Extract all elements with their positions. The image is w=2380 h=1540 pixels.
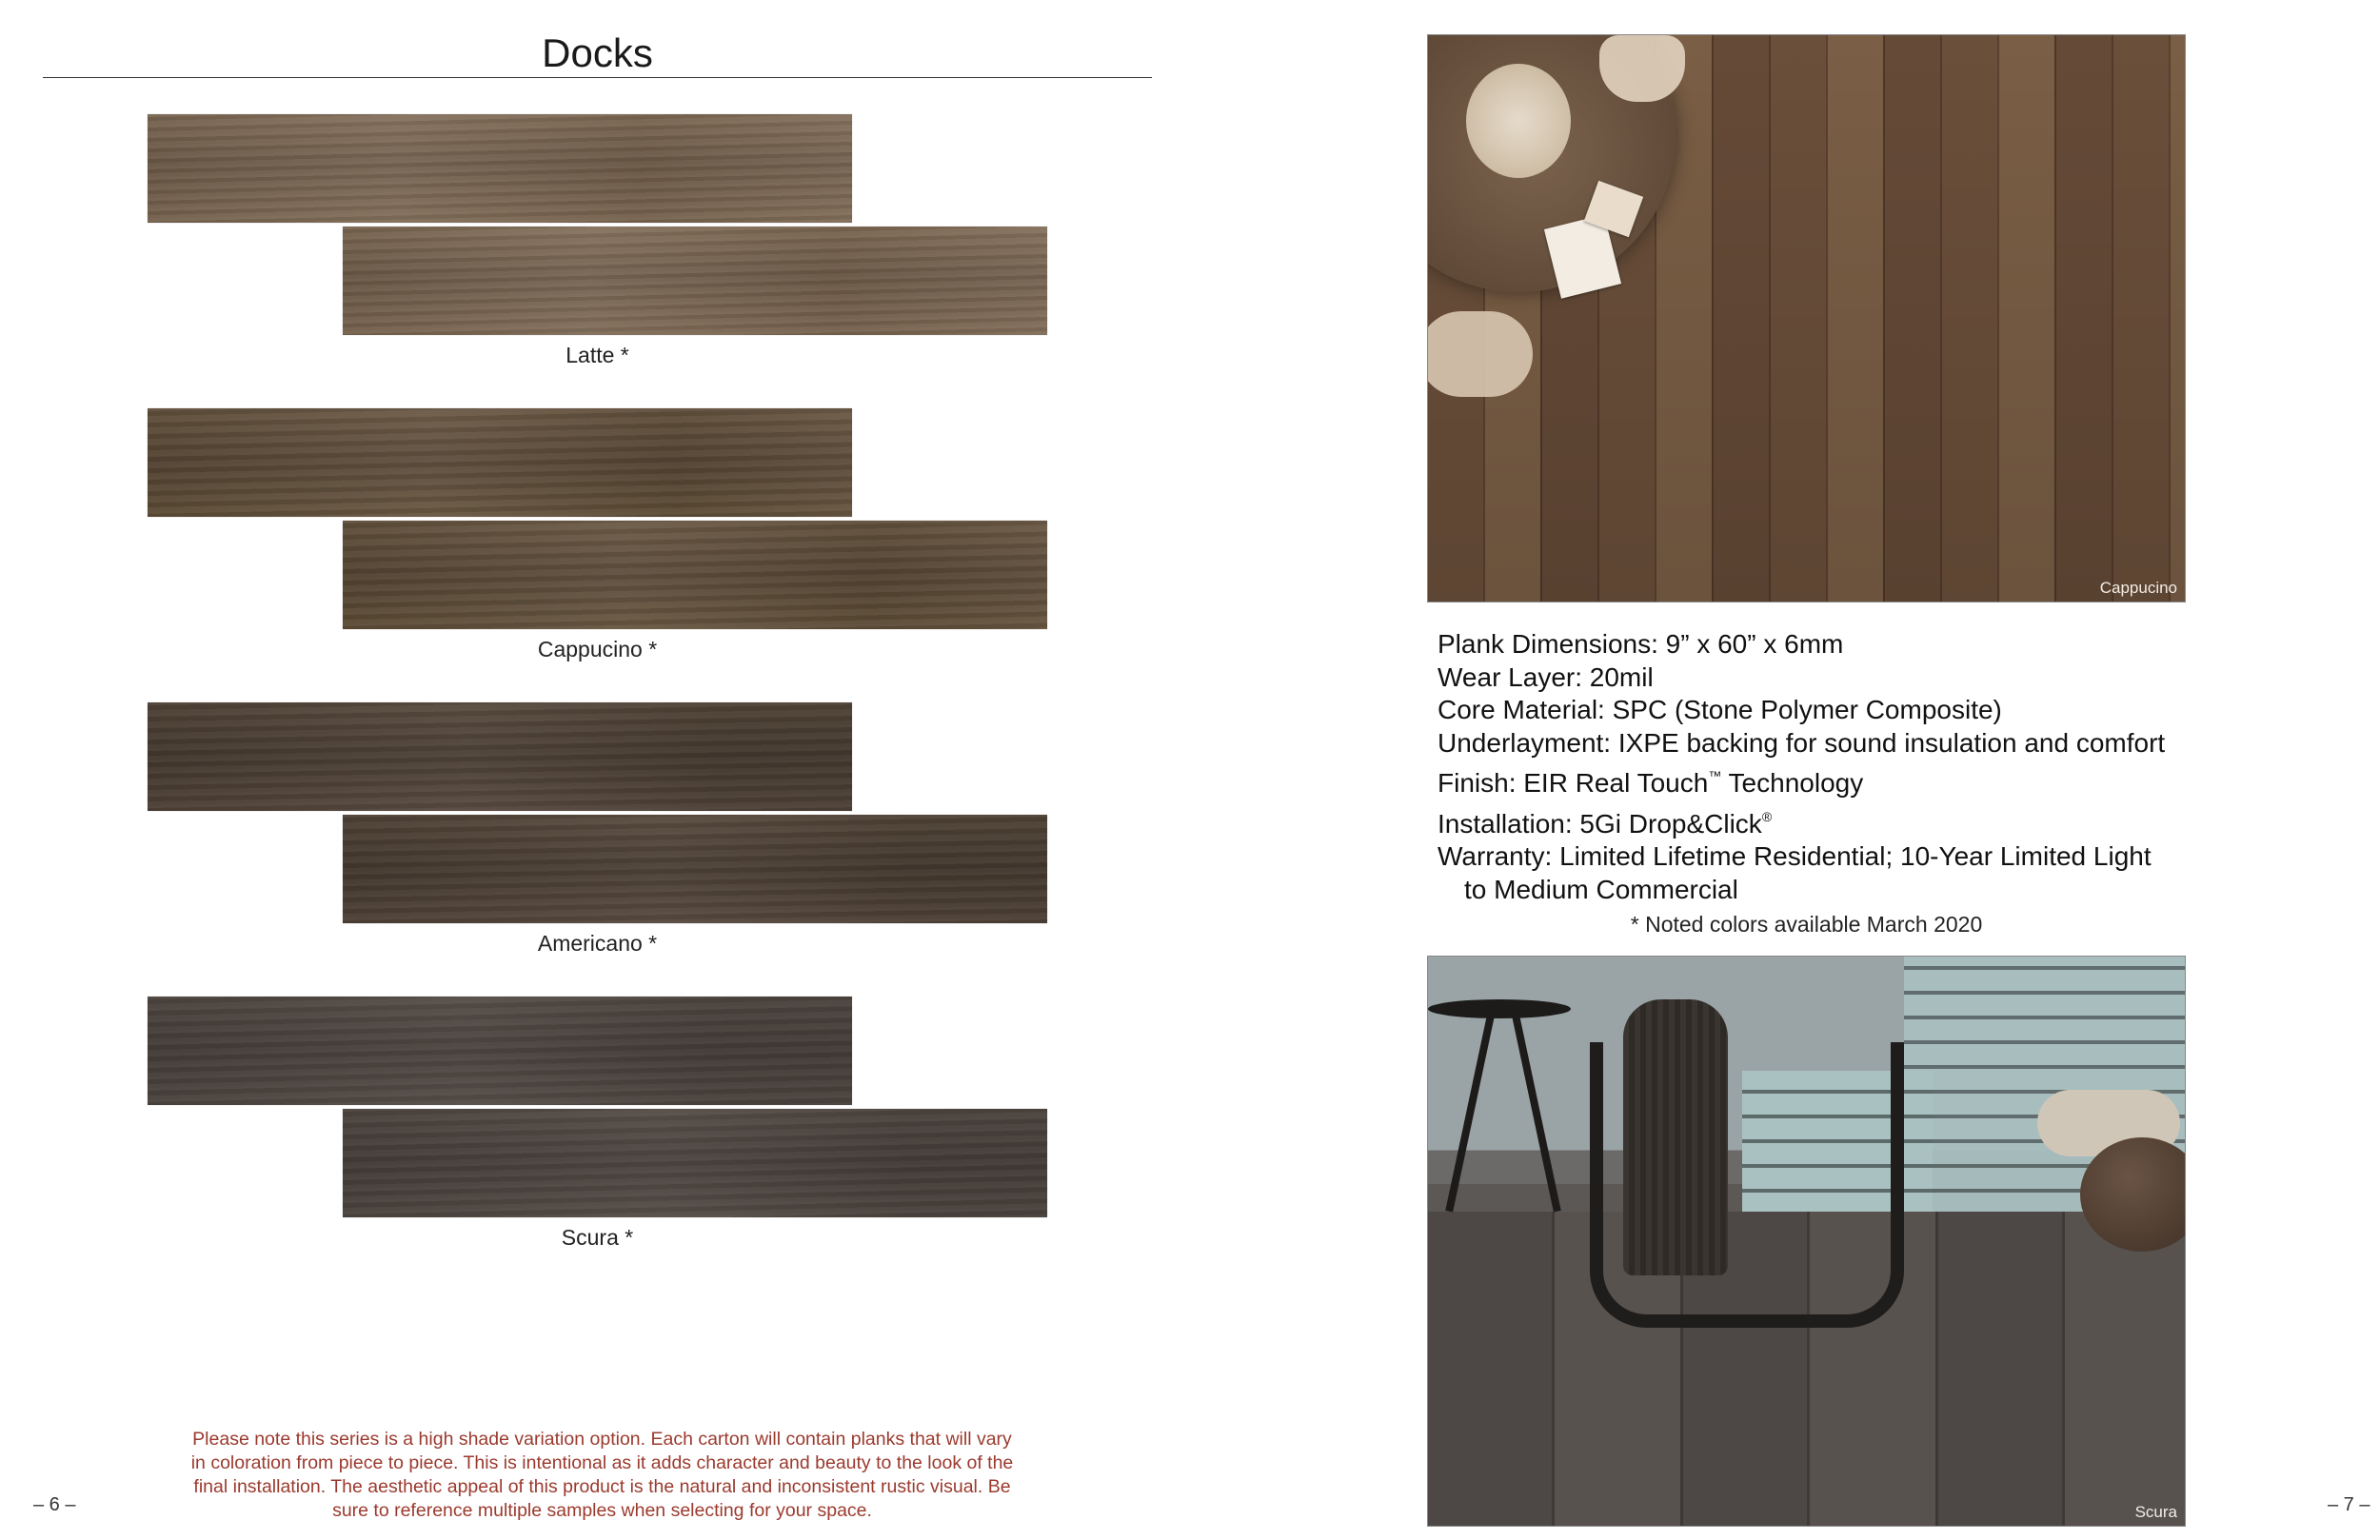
photo-caption-cappucino: Cappucino: [2099, 579, 2177, 597]
page-number-left: – 6 –: [33, 1494, 76, 1515]
availability-note: * Noted colors available March 2020: [1630, 912, 1983, 937]
spec-core-material: Core Material: SPC (Stone Polymer Composite): [1438, 695, 2002, 724]
swatch-americano-plank-1: [148, 702, 852, 811]
registered-mark: ®: [1761, 808, 1773, 824]
page-title: Docks: [43, 29, 1152, 78]
spec-finish-text: Finish: EIR Real Touch: [1438, 768, 1709, 798]
swatch-latte-plank-2: [343, 227, 1047, 335]
swatch-americano-plank-2: [343, 815, 1047, 923]
spec-warranty-line-1: Warranty: Limited Lifetime Residential; 10-Year Limited Light: [1438, 841, 2152, 871]
swatch-label-scura: Scura *: [561, 1225, 634, 1250]
spec-finish-suffix: Technology: [1721, 768, 1864, 798]
swatch-cappucino-plank-1: [148, 408, 852, 517]
spec-finish: [1438, 760, 2190, 800]
spec-installation-text: Installation: 5Gi Drop&Click: [1438, 808, 1762, 839]
spec-underlayment: Underlayment: IXPE backing for sound insulation and comfort: [1438, 727, 2166, 758]
page-number-right: – 7 –: [2328, 1494, 2370, 1515]
swatch-cappucino-plank-2: [343, 521, 1047, 629]
swatch-scura-plank-2: [343, 1109, 1047, 1217]
swatch-latte-plank-1: [148, 114, 852, 223]
swatch-scura-plank-1: [148, 997, 852, 1105]
swatch-label-latte: Latte *: [565, 343, 629, 367]
chair: [1599, 35, 1685, 102]
spec-dimensions: Plank Dimensions: 9” x 60” x 6mm: [1438, 629, 1844, 659]
decor-vase: [1466, 64, 1571, 178]
table-leg: [1445, 1015, 1494, 1212]
room-photo-cappucino: [1428, 35, 2185, 602]
photo-caption-scura: Scura: [2134, 1503, 2177, 1521]
spec-installation: [1438, 800, 2190, 841]
room-photo-scura: [1428, 957, 2185, 1526]
trademark-mark: ™: [1708, 768, 1722, 783]
chair: [1428, 311, 1533, 397]
product-specs: [1438, 628, 2190, 906]
spec-warranty-line-2: to Medium Commercial: [1464, 874, 1738, 904]
shade-variation-note: Please note this series is a high shade variation option. Each carton will contain planks that will vary in coloration from piece to piece. This is intentional as it adds character and beauty to the look of the final installation. The aesthetic appeal of this product is the natural and inconsistent rustic visual. Be sure to reference multiple samples when selecting for your space.: [190, 1429, 1014, 1521]
table-leg: [1512, 1015, 1560, 1212]
knit-throw: [1623, 999, 1728, 1275]
swatch-label-cappucino: Cappucino *: [537, 637, 658, 661]
side-table: [1428, 999, 1571, 1018]
spec-wear-layer: Wear Layer: 20mil: [1438, 661, 1654, 692]
swatch-label-americano: Americano *: [537, 931, 658, 956]
